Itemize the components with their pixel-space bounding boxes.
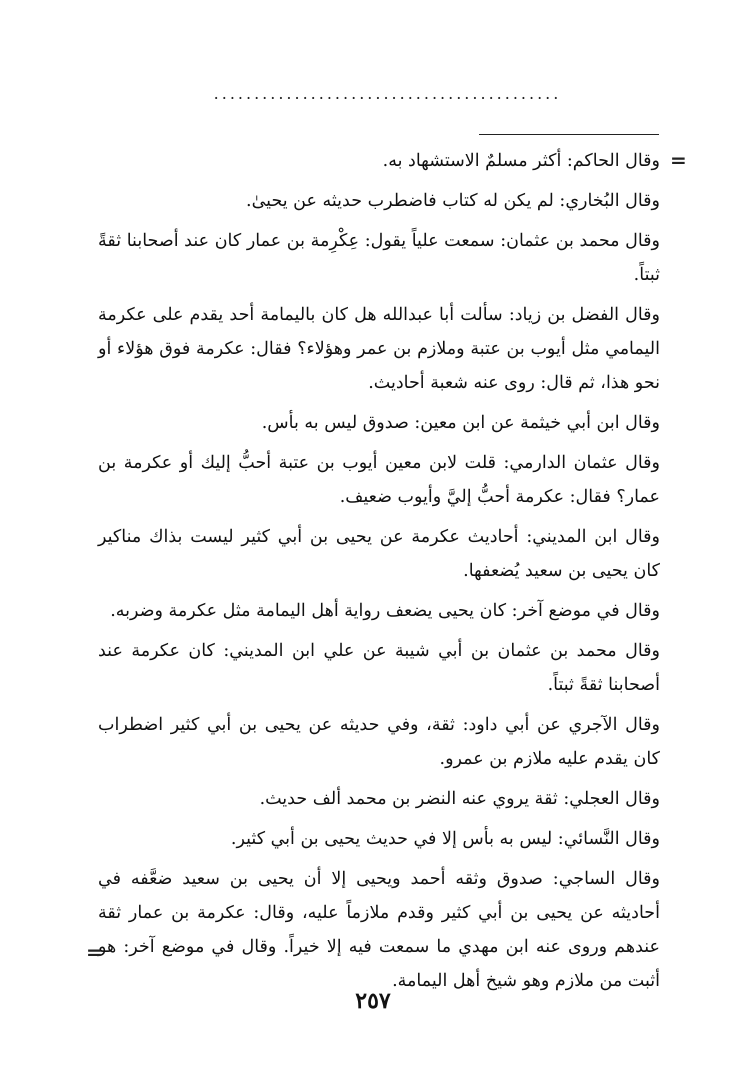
paragraph-uthman-darimi: وقال عثمان الدارمي: قلت لابن معين أيوب بن عتبة أحبُّ إليك أو عكرمة بن عمار؟ فقال: عكرمة أحبُّ إليَّ وأيوب ضعيف. bbox=[98, 453, 660, 507]
paragraph-muhammad-bin-uthman: وقال محمد بن عثمان: سمعت علياً يقول: عِكْرِمة بن عمار كان عند أصحابنا ثقةً ثبتاً. bbox=[98, 231, 660, 285]
paragraph-saji: وقال الساجي: صدوق وثقه أحمد ويحيى إلا أن يحيى بن سعيد ضعَّفه في أحاديثه عن يحيى بن أبي كثير وقدم ملازماً عليه، وقال: عكرمة بن عمار ثقة عندهم وروى عنه ابن مهدي ما سمعت فيه إلا خيراً. وقال في موضع آخر: هو أثبت من ملازم وهو شيخ أهل اليمامة. bbox=[98, 869, 660, 991]
paragraph-fadl-bin-ziyad: وقال الفضل بن زياد: سألت أبا عبدالله هل كان باليمامة أحد يقدم على عكرمة اليمامي مثل أيوب بن عتبة وملازم بن عمر وهؤلاء؟ فقال: عكرمة فوق هؤلاء أو نحو هذا، ثم قال: روى عنه شعبة أحاديث. bbox=[98, 305, 660, 393]
paragraph-hakim: وقال الحاكم: أكثر مسلمٌ الاستشهاد به. bbox=[382, 151, 660, 171]
header-dotted-line: ........................................... bbox=[213, 84, 562, 103]
paragraph-ijli: وقال العجلي: ثقة يروي عنه النضر بن محمد ألف حديث. bbox=[259, 789, 660, 809]
paragraph-ibn-madini: وقال ابن المديني: أحاديث عكرمة عن يحيى بن أبي كثير ليست بذاك مناكير كان يحيى بن سعيد يُضعفها. bbox=[98, 527, 660, 581]
footnote-separator-rule bbox=[479, 134, 659, 135]
paragraph-ajurri: وقال الآجري عن أبي داود: ثقة، وفي حديثه عن يحيى بن أبي كثير اضطراب كان يقدم عليه ملازم بن عمرو. bbox=[98, 715, 660, 769]
continuation-mark-top: = bbox=[670, 148, 687, 172]
footnote-text-body bbox=[98, 144, 660, 1004]
continuation-mark-bottom: = bbox=[86, 940, 103, 964]
paragraph-nasai: وقال النَّسائي: ليس به بأس إلا في حديث يحيى بن أبي كثير. bbox=[230, 829, 660, 849]
paragraph-another-place: وقال في موضع آخر: كان يحيى يضعف رواية أهل اليمامة مثل عكرمة وضربه. bbox=[110, 601, 660, 621]
page-number: ٢٥٧ bbox=[355, 988, 391, 1014]
paragraph-ibn-abi-khaythama: وقال ابن أبي خيثمة عن ابن معين: صدوق ليس به بأس. bbox=[261, 413, 660, 433]
paragraph-bukhari: وقال البُخاري: لم يكن له كتاب فاضطرب حديثه عن يحيىٰ. bbox=[246, 191, 660, 211]
paragraph-ibn-abi-shayba: وقال محمد بن عثمان بن أبي شيبة عن علي ابن المديني: كان عكرمة عند أصحابنا ثقةً ثبتاً. bbox=[98, 641, 660, 695]
